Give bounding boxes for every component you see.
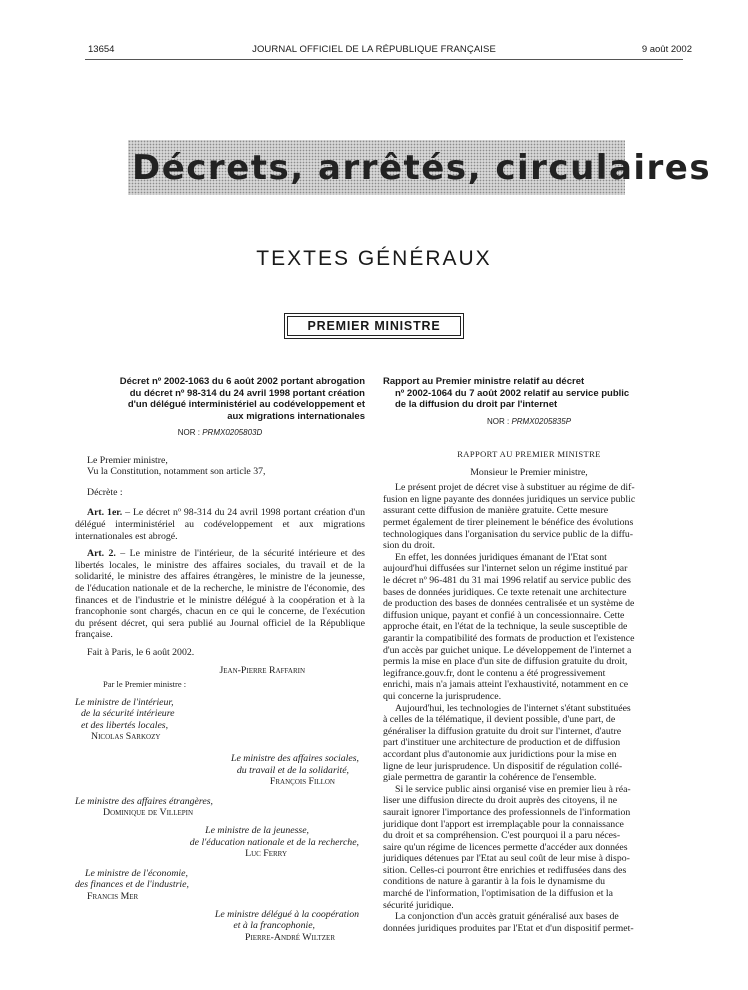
- banner-title: Décrets, arrêtés, circulaires: [132, 148, 712, 188]
- report-line: conditions de nature à garantir à la fois le dynamisme du: [383, 876, 605, 888]
- decree-title-line: du décret nº 98-314 du 24 avril 1998 portant création: [129, 387, 365, 399]
- signature-block-economie: [75, 868, 365, 891]
- pm-signature: Jean-Pierre Raffarin: [219, 664, 305, 676]
- right-column: [383, 376, 675, 934]
- report-line: d'un accès par guichet unique. Le développement de l'internet a: [383, 644, 632, 656]
- header-rule: [85, 59, 683, 60]
- report-paragraph: [383, 482, 675, 552]
- report-title-line: nº 2002-1064 du 7 août 2002 relatif au service public: [395, 387, 630, 399]
- signature-block-affaires-sociales: [75, 753, 365, 776]
- signature-block-cooperation: [75, 909, 365, 932]
- report-line: En effet, les données juridiques émanant de l'Etat sont: [395, 551, 607, 563]
- article-2-text: – Le ministre de l'intérieur, de la sécurité intérieure et des libertés locales, le ministre des affaires sociales, du travail et de la solidarité, le ministre des affaires étrangères, le ministre de la jeunesse, de l'éducation nationale et de la recherche, le ministre de l'économie, des finances et de l'industrie et le ministre délégué à la coopération et à la francophonie sont chargés, chacun en ce qui le concerne, de l'exécution du présent décret, qui sera publié au Journal officiel de la République française.: [75, 548, 365, 641]
- report-title-line: de la diffusion du droit par l'internet: [395, 399, 558, 410]
- decree-title-line: aux migrations internationales: [227, 410, 365, 422]
- sig-name: François Fillon: [269, 776, 335, 788]
- report-line: assurant cette diffusion de manière gratuite. Cette mesure: [383, 505, 609, 517]
- report-line: aujourd'hui diffusées sur l'internet selon un régime institué par: [383, 563, 628, 575]
- report-line: diffusion unique, payant et confié à un concessionnaire. Cette: [383, 609, 625, 621]
- sig-line: Le ministre délégué à la coopération: [214, 908, 359, 920]
- report-line: La conjonction d'un accès gratuit généralisé aux bases de: [395, 911, 619, 923]
- report-line: liser une diffusion directe du droit auprès des citoyens, il ne: [383, 795, 618, 807]
- report-line: de production des bases de données centralisée et un système de: [383, 598, 635, 610]
- running-header: [0, 44, 748, 58]
- intro-line: Le Premier ministre,: [87, 454, 168, 466]
- report-line: marché de l'information, l'optimisation de la diffusion et la: [383, 888, 613, 900]
- report-line: approche était, en l'état de la technique, la seule susceptible de: [383, 621, 628, 633]
- report-line: du droit et sa compréhension. C'est pourquoi il a paru néces-: [383, 830, 621, 842]
- left-column: [75, 376, 365, 943]
- report-line: le décret nº 96-481 du 31 mai 1996 relatif au service public des: [383, 575, 631, 587]
- article-2: [75, 548, 365, 641]
- report-title-line: Rapport au Premier ministre relatif au décret: [383, 376, 585, 387]
- nor-code: PRMX0205803D: [202, 428, 263, 437]
- sig-line: de l'éducation nationale et de la recherche,: [189, 836, 359, 848]
- report-line: garantir la compatibilité des formats de production et l'existence: [383, 633, 635, 644]
- article-1: [75, 507, 365, 542]
- report-line: saurait ignorer l'importance des professionnels de l'information: [383, 806, 631, 818]
- nor-label: NOR :: [486, 416, 510, 426]
- sig-line: Le ministre des affaires sociales,: [231, 753, 359, 765]
- report-line: juridique dont l'apport est irremplaçable pour la connaissance: [383, 818, 624, 830]
- sig-line: et des libertés locales,: [81, 719, 169, 731]
- report-line: part d'instituer une architecture de production et de diffusion: [383, 737, 621, 749]
- fait-a-paris: Fait à Paris, le 6 août 2002.: [87, 646, 195, 658]
- decree-title-line: Décret nº 2002-1063 du 6 août 2002 portant abrogation: [119, 376, 365, 387]
- report-line: généraliser la diffusion gratuite du droit sur l'internet, d'autre: [383, 725, 622, 737]
- report-line: sion du droit.: [383, 540, 435, 552]
- report-line: accordant plus d'autonomie aux juridictions pour la mise en: [383, 748, 617, 760]
- report-line: Si le service public ainsi organisé vise en premier lieu à réa-: [395, 783, 631, 795]
- report-line: fusion en ligne payante des données juridiques un service public: [383, 493, 636, 505]
- issue-date: 9 août 2002: [641, 44, 692, 55]
- nor-label: NOR :: [177, 428, 200, 437]
- report-line: technologiques dans l'organisation du service public de la diffu-: [383, 528, 634, 540]
- sig-name: Nicolas Sarkozy: [91, 731, 161, 743]
- report-line: à celles de la télématique, il devient possible, d'une part, de: [383, 714, 616, 726]
- ministry-box: [284, 313, 464, 339]
- report-line: legifrance.gouv.fr, dont le contenu a été progressivement: [383, 667, 606, 679]
- report-line: Le présent projet de décret vise à substituer au régime de dif-: [395, 482, 635, 494]
- report-body: [383, 482, 675, 934]
- section-banner: [128, 140, 712, 195]
- sig-line: Le ministre de l'intérieur,: [75, 696, 174, 708]
- report-line: bases de données juridiques. Ce texte retenait une architecture: [383, 586, 627, 598]
- report-line: Aujourd'hui, les technologies de l'internet s'étant substituées: [395, 702, 631, 714]
- salutation: Monsieur le Premier ministre,: [470, 466, 588, 478]
- article-1-label: Art. 1er.: [87, 507, 123, 519]
- report-paragraph: [383, 552, 675, 703]
- report-line: qui concerne la jurisprudence.: [383, 690, 502, 702]
- sig-line: Le ministre de la jeunesse,: [205, 825, 309, 837]
- report-line: sécurité juridique.: [383, 899, 454, 911]
- article-1-text: – Le décret nº 98-314 du 24 avril 1998 portant création d'un délégué interministériel au codéveloppement et aux migrations internationales est abrogé.: [75, 507, 365, 542]
- journal-title: JOURNAL OFFICIEL DE LA RÉPUBLIQUE FRANÇAISE: [252, 44, 496, 55]
- nor-reference: [75, 427, 365, 439]
- decree-title: [75, 376, 365, 422]
- report-paragraph: [383, 911, 675, 934]
- report-line: saire qu'un régime de licences permette d'accéder aux données: [383, 841, 628, 853]
- report-line: ligne de leur jurisprudence. Un dispositif de régulation collé-: [383, 760, 623, 772]
- sig-line: du travail et de la solidarité,: [236, 764, 349, 776]
- sig-line: des finances et de l'industrie,: [75, 879, 189, 891]
- sig-line: de la sécurité intérieure: [81, 708, 175, 720]
- report-line: permet également de tirer pleinement le bénéfice des évolutions: [383, 517, 634, 529]
- nor-reference: [383, 416, 675, 428]
- signature-block-interieur: [75, 697, 365, 732]
- decrete-line: Décrète :: [87, 486, 123, 498]
- decree-title-line: d'un délégué interministériel au codéveloppement et: [127, 399, 365, 410]
- sig-line: et à la francophonie,: [233, 920, 315, 932]
- ministry-label: PREMIER MINISTRE: [287, 316, 461, 336]
- nor-code: PRMX0205835P: [511, 416, 572, 426]
- report-line: sition. Celles-ci pourront être enrichies et rediffusées dans des: [383, 864, 627, 876]
- report-line: permis la mise en place d'un site de diffusion gratuite du droit,: [383, 656, 628, 668]
- sig-name: Luc Ferry: [245, 848, 287, 860]
- report-line: giale permettra de garantir la cohérence de l'ensemble.: [383, 772, 597, 784]
- report-paragraph: [383, 703, 675, 784]
- par-le-premier-ministre: Par le Premier ministre :: [103, 679, 187, 690]
- report-paragraph: [383, 784, 675, 912]
- sig-line: Le ministre de l'économie,: [85, 867, 188, 879]
- sig-name: Dominique de Villepin: [103, 807, 194, 819]
- sig-name: Francis Mer: [87, 891, 139, 902]
- page-number: 13654: [88, 44, 115, 55]
- report-line: juridiques détenues par l'Etat au seul coût de leur mise à dispo-: [383, 853, 630, 865]
- sig-name: Pierre-André Wiltzer: [244, 931, 335, 943]
- intro-line: Vu la Constitution, notamment son article 37,: [87, 466, 266, 478]
- section-heading: TEXTES GÉNÉRAUX: [256, 247, 492, 270]
- signature-block-jeunesse: [75, 825, 365, 848]
- report-title: [383, 376, 675, 411]
- signature-block-affaires-etrangeres: Le ministre des affaires étrangères,: [75, 795, 213, 807]
- report-line: enrichi, mais n'a jamais atteint l'exhaustivité, notamment en ce: [383, 679, 629, 691]
- report-line: données juridiques produites par l'Etat et d'un dispositif permet-: [383, 922, 634, 934]
- article-2-label: Art. 2.: [87, 548, 116, 560]
- rapport-heading: RAPPORT AU PREMIER MINISTRE: [457, 449, 601, 460]
